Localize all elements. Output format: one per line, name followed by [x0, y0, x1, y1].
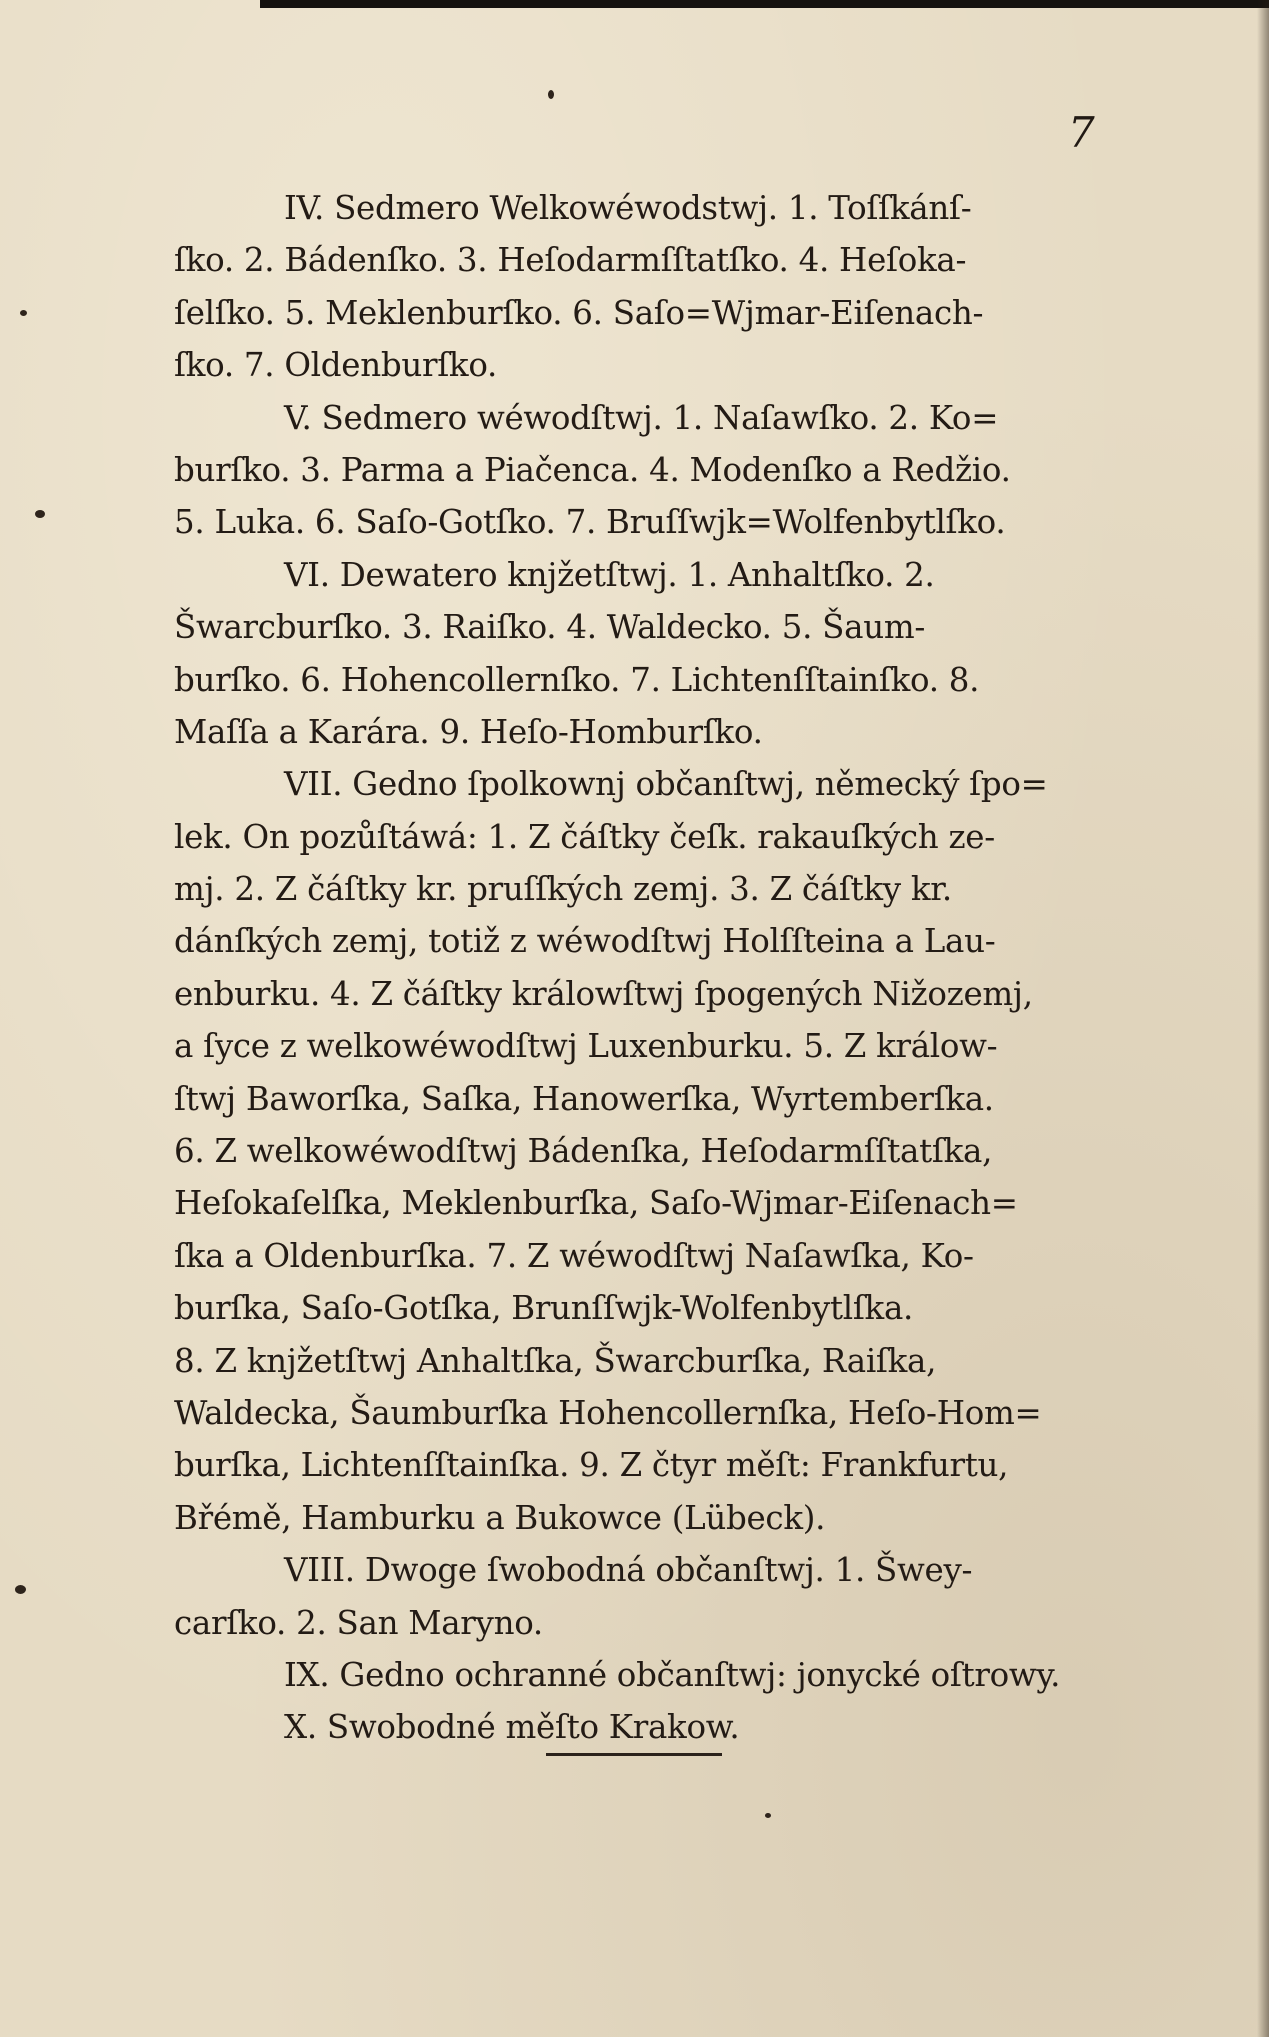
- text-line: V. Sedmero wéwodſtwj. 1. Naſawſko. 2. Ko=: [284, 398, 999, 437]
- text-line: burſko. 3. Parma a Piačenca. 4. Modenſko a Redžio.: [174, 450, 1011, 489]
- text-line: IV. Sedmero Welkowéwodstwj. 1. Toſſkánſ-: [284, 189, 972, 227]
- text-line: burſko. 6. Hohencollernſko. 7. Lichtenſſtainſko. 8.: [174, 660, 980, 699]
- text-line: ſelſko. 5. Meklenburſko. 6. Saſo=Wjmar-Eiſenach-: [174, 293, 984, 332]
- text-line: carſko. 2. San Maryno.: [174, 1603, 543, 1642]
- text-line: ſko. 2. Bádenſko. 3. Heſodarmſſtatſko. 4. Heſoka-: [174, 241, 967, 280]
- text-line: IX. Gedno ochranné občanſtwj: jonycké oſtrowy.: [284, 1655, 1061, 1694]
- text-line: burſka, Saſo-Gotſka, Brunſſwjk-Wolfenbytlſka.: [174, 1289, 914, 1328]
- text-line: VIII. Dwoge ſwobodná občanſtwj. 1. Šwey-: [284, 1551, 973, 1590]
- text-line: Břémě, Hamburku a Bukowce (Lübeck).: [174, 1498, 826, 1537]
- text-line: Waldecka, Šaumburſka Hohencollernſka, Heſo-Hom=: [174, 1393, 1042, 1432]
- page-number: 7: [1068, 108, 1095, 157]
- text-line: Šwarcburſko. 3. Raiſko. 4. Waldecko. 5. Šaum-: [174, 608, 926, 647]
- text-line: X. Swobodné měſto Krakow.: [284, 1708, 740, 1747]
- text-line: 6. Z welkowéwodſtwj Bádenſka, Heſodarmſſtatſka,: [174, 1132, 993, 1171]
- scan-edge-top: [260, 0, 1269, 8]
- text-line: 5. Luka. 6. Saſo-Gotſko. 7. Bruſſwjk=Wolfenbytlſko.: [174, 503, 1006, 542]
- scan-edge-right: [1257, 0, 1269, 2037]
- ink-speck: [35, 510, 45, 518]
- text-line: a ſyce z welkowéwodſtwj Luxenburku. 5. Z králow-: [174, 1027, 998, 1066]
- text-line: ſka a Oldenburſka. 7. Z wéwodſtwj Naſawſka, Ko-: [174, 1236, 974, 1275]
- ink-speck: [765, 1813, 771, 1818]
- text-line: Heſokaſelſka, Meklenburſka, Saſo-Wjmar-Eiſenach=: [174, 1184, 1018, 1223]
- text-line: VI. Dewatero knjžetſtwj. 1. Anhaltſko. 2.: [284, 555, 935, 594]
- body-text: [174, 182, 1124, 1754]
- text-line: enburku. 4. Z čáſtky králowſtwj ſpogených Nižozemj,: [174, 974, 1033, 1013]
- text-line: mj. 2. Z čáſtky kr. pruſſkých zemj. 3. Z čáſtky kr.: [174, 870, 952, 909]
- text-line: lek. On pozůſtáwá: 1. Z čáſtky čeſk. rakauſkých ze-: [174, 817, 995, 856]
- text-line: Maſſa a Karára. 9. Heſo-Homburſko.: [174, 712, 763, 751]
- text-line: dánſkých zemj, totiž z wéwodſtwj Holſſteina a Lau-: [174, 922, 996, 961]
- ink-speck: [15, 1585, 26, 1594]
- text-line: ſtwj Baworſka, Saſka, Hanowerſka, Wyrtemberſka.: [174, 1079, 994, 1118]
- ink-speck: [548, 90, 554, 99]
- text-line: VII. Gedno ſpolkownj občanſtwj, německý ſpo=: [284, 765, 1048, 804]
- text-line: burſka, Lichtenſſtainſka. 9. Z čtyr měſt: Frankfurtu,: [174, 1446, 1009, 1485]
- text-line: 8. Z knjžetſtwj Anhaltſka, Šwarcburſka, Raiſka,: [174, 1341, 937, 1380]
- ink-speck: [20, 310, 27, 316]
- section-divider: [546, 1753, 722, 1756]
- text-line: ſko. 7. Oldenburſko.: [174, 346, 498, 385]
